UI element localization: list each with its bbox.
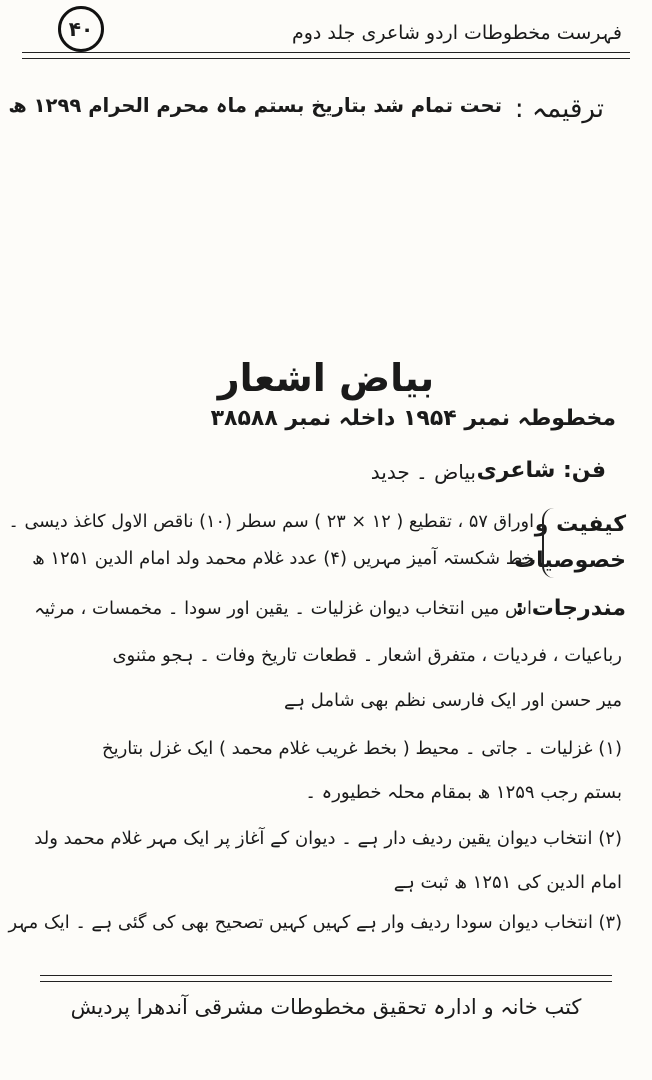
kaifiyat-line-2: خط شکستہ آمیز مہریں (۴) عدد غلام محمد ولد امام الدین ۱۲۵۱ ھ <box>32 548 534 569</box>
footer-rule <box>40 981 612 982</box>
item-2-line-1: (۲) انتخاب دیوان یقین ردیف دار ہے ۔ دیوان کے آغاز پر ایک مہر غلام محمد ولد <box>34 828 622 849</box>
header-rule <box>22 52 630 53</box>
bracket-brace <box>542 508 560 578</box>
kaifiyat-line-1: اوراق ۵۷ ، تقطیع ( ۱۲ × ۲۳ ) سم سطر (۱۰) ناقص الاول کاغذ دیسی ۔ <box>8 512 534 532</box>
mundarijat-line-2: رباعیات ، فردیات ، متفرق اشعار ۔ قطعات تاریخ وفات ۔ ہجو مثنوی <box>112 645 622 666</box>
fan-value: بیاض ۔ جدید <box>370 460 476 484</box>
tarqima-text: تحت تمام شد بتاریخ بستم ماہ محرم الحرام ۱۲۹۹ ھ <box>8 94 502 117</box>
item-3-line-1: (۳) انتخاب دیوان سودا ردیف وار ہے کہیں کہیں تصحیح بھی کی گئی ہے ۔ ایک مہر <box>8 912 622 933</box>
header-rule <box>22 58 630 59</box>
tarqima-label: ترقیمہ : <box>514 94 604 124</box>
fan-label: فن: شاعری <box>476 458 606 483</box>
entry-title: بیاض اشعار <box>217 356 435 400</box>
manuscript-number-line: مخطوطہ نمبر ۱۹۵۴ داخلہ نمبر ۳۸۵۸۸ <box>210 406 616 431</box>
footer-institution: کتب خانہ و ادارہ تحقیق مخطوطات مشرقی آندھرا پردیش <box>70 995 582 1019</box>
mundarijat-label: مندرجات : <box>515 596 626 621</box>
running-header-title: فہرست مخطوطات اردو شاعری جلد دوم <box>291 22 622 44</box>
footer-rule <box>40 975 612 976</box>
item-1-line-1: (۱) غزلیات ۔ جاتی ۔ محیط ( بخط غریب غلام محمد ) ایک غزل بتاریخ <box>101 738 622 759</box>
khususiyat-label: خصوصیات <box>514 548 626 573</box>
mundarijat-line-1: اس میں انتخاب دیوان غزلیات ۔ یقین اور سودا ۔ مخمسات ، مرثیہ <box>34 598 532 619</box>
kaifiyat-label: کیفیت و <box>534 512 626 537</box>
item-2-line-2: امام الدین کی ۱۲۵۱ ھ ثبت ہے <box>393 872 622 893</box>
page-number: ۴۰ <box>58 6 104 52</box>
mundarijat-line-3: میر حسن اور ایک فارسی نظم بھی شامل ہے <box>283 690 622 711</box>
item-1-line-2: بستم رجب ۱۲۵۹ ھ بمقام محلہ خطیورہ ۔ <box>305 782 622 803</box>
